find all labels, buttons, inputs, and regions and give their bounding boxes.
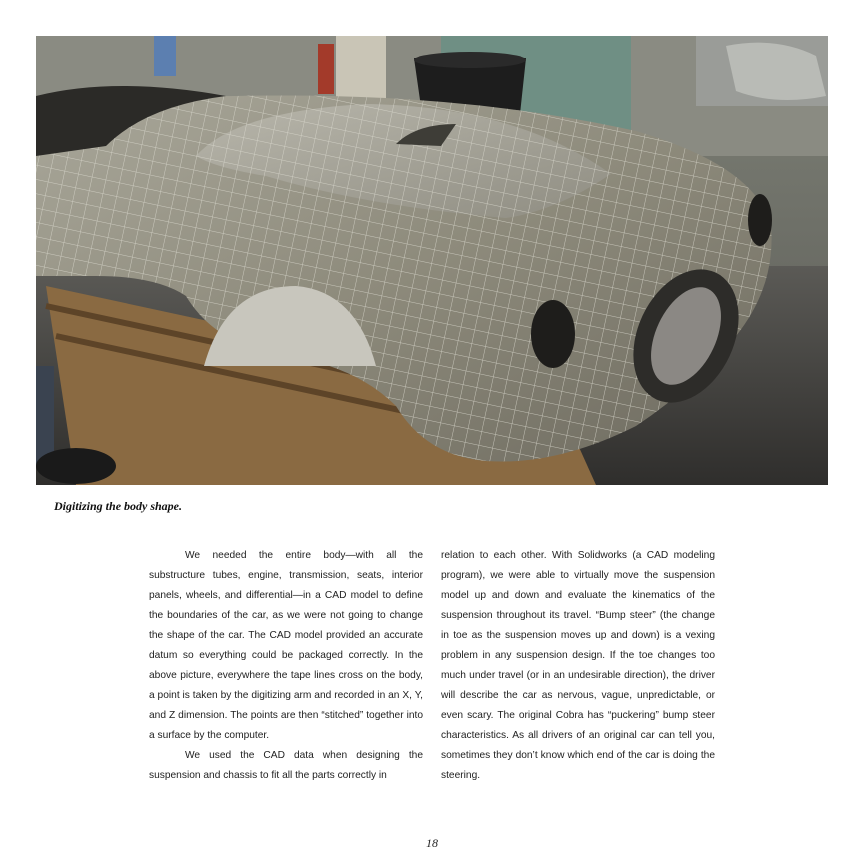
paragraph: We needed the entire body—with all the substructure tubes, engine, transmission, seats, interior panels, wheels, and differential—in a CAD model to define the boundaries of the car, as we were not going to change the shape of the car. The CAD model provided an accurate datum so everything could be packaged correctly. In the above picture, everywhere the tape lines cross on the body, a point is taken by the digitizing arm and recorded in an X, Y, and Z dimension. The points are then “stitched” together into a surface by the computer. [149, 550, 423, 741]
page-number: 18 [426, 836, 438, 850]
photo-caption: Digitizing the body shape. [54, 499, 183, 513]
paragraph: We used the CAD data when designing the suspension and chassis to fit all the parts correctly in [149, 750, 423, 781]
body-text-right-column [441, 546, 715, 786]
car-body-photo [36, 36, 828, 485]
paragraph: relation to each other. With Solidworks (a CAD modeling program), we were able to virtually move the suspension model up and down and evaluate the kinematics of the suspension throughout its travel. “Bump steer” (the change in toe as the suspension moves up and down) is a vexing problem in any suspension design. If the toe changes too much under travel (or in an undesirable direction), the driver will describe the car as nervous, vague, unpredictable, or even scary. The original Cobra has “puckering” bump steer characteristics. As all drivers of an original car can tell you, sometimes they don’t know which end of the car is doing the steering. [441, 550, 715, 781]
car-body-illustration [36, 36, 828, 485]
body-text-left-column [149, 546, 423, 786]
